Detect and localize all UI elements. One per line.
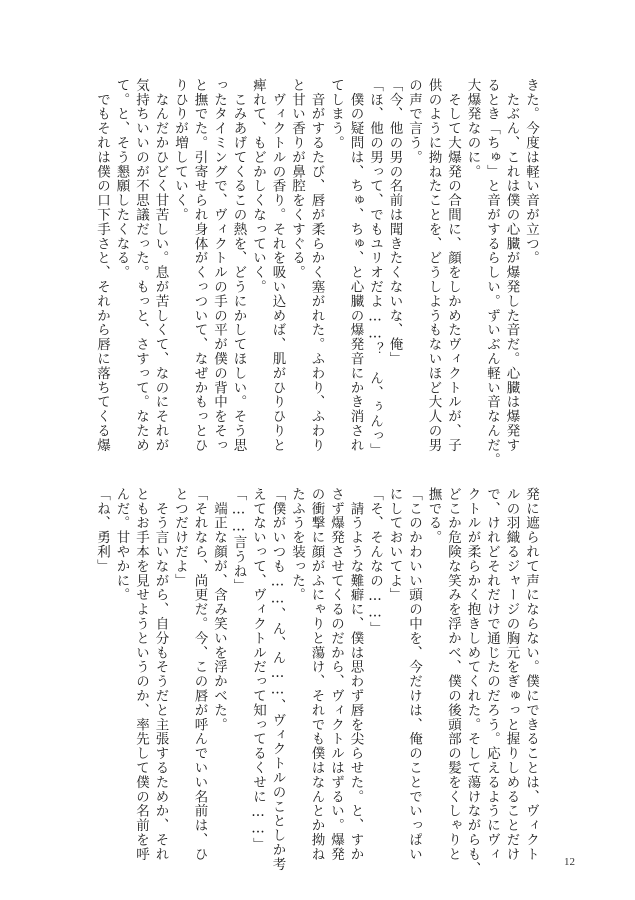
- text-line: 気持ちいいのが不思議だった。もっと、さすって。なため: [133, 78, 149, 453]
- text-line: どこか危険な笑みを浮かべ、僕の後頭部の髪をくしゃりと: [445, 487, 461, 862]
- page-number: 12: [564, 856, 575, 868]
- text-line: と撫でた。引寄せられ身体がくっついて、なぜかもっとひ: [191, 78, 208, 453]
- text-line: ルの羽織るジャージの胸元をぎゅっと握りしめることだけ: [503, 487, 520, 862]
- text-line: こみあげてくるこの熱を、どうにかしてほしい。そう思: [230, 78, 247, 453]
- text-line: とつだけだよ」: [172, 487, 188, 588]
- text-line: て。と、そう懇願したくなる。: [113, 78, 130, 280]
- text-line: 僕の疑問は、ちゅ、ちゅ、と心臓の爆発音にかき消され: [347, 78, 364, 453]
- lower-text-column: [94, 487, 539, 876]
- text-line: ヴィクトルの香り。それを吸い込めば、肌がひりひりと: [269, 78, 286, 453]
- text-line: なんだかひどく甘苦しい。息が苦しくて、なのにそれが: [152, 78, 169, 453]
- text-line: で、けれどそれだけで通じたのだろう。応えるようにヴィ: [484, 487, 500, 862]
- text-line: 「そ、そんなの……」: [367, 487, 383, 636]
- text-line: 供のように拗ねたことを、どうしようもないほど大人の男: [425, 78, 442, 453]
- text-line: えてないって、ヴィクトルだって知ってるくせに……」: [250, 487, 266, 852]
- text-line: そう言いながら、自分もそうだと主張するためか、それ: [152, 487, 169, 862]
- text-line: さず爆発させてくるのだから、ヴィクトルはずるい。爆発: [328, 487, 344, 862]
- text-line: たふうを装った。: [289, 487, 305, 603]
- text-line: そして大爆発の合間に、顔をしかめたヴィクトルが、子: [445, 78, 461, 453]
- text-line: の衝撃に顔がふにゃりと蕩け、それでも僕はなんとか拗ね: [308, 487, 325, 862]
- text-line: 「ね、勇利」: [94, 487, 110, 574]
- text-line: るとき「ちゅ」と音がするらしい。ずいぶん軽い音なんだ。: [484, 78, 500, 467]
- text-line: と甘い香りが鼻腔をくすぐる。: [289, 78, 305, 280]
- text-line: 大爆発なのに。: [464, 78, 481, 179]
- text-line: 撫でる。: [425, 487, 442, 545]
- text-line: んだ。甘やかに。: [113, 487, 130, 603]
- text-line: 音がするたび、唇が柔らかく塞がれた。ふわり、ふわり: [308, 78, 325, 453]
- text-line: りひりが増していく。: [172, 78, 188, 222]
- text-line: きた。今度は軽い音が立つ。: [523, 78, 539, 266]
- text-line: てしまう。: [328, 78, 344, 150]
- text-line: たぶん、これは僕の心臓が爆発した音だ。心臓は爆発す: [503, 78, 520, 453]
- text-line: ったタイミングで、ヴィクトルの手の平が僕の背中をそっ: [211, 78, 227, 453]
- text-line: 「ほ、他の男って、でもユリオだよ……？ ん、ぅんっ」: [367, 78, 383, 458]
- text-line: 「僕がいつも……、ん、ん……、ヴィクトルのことしか考: [269, 487, 286, 872]
- text-line: の声で言う。: [406, 78, 422, 165]
- text-line: 発に遮られて声にならない。僕にできることは、ヴィクト: [523, 487, 539, 862]
- text-line: 「このかわいい頭の中を、今だけは、俺のことでいっぱい: [406, 487, 422, 862]
- text-line: 端正な顔が、含み笑いを浮かべた。: [211, 487, 227, 732]
- text-line: 「……言うね」: [230, 487, 247, 593]
- text-line: 痺れて、もどかしくなっていく。: [250, 78, 266, 294]
- text-line: 「それなら、尚更だ。今、この唇が呼んでいい名前は、ひ: [191, 487, 208, 862]
- text-line: 「今、他の男の名前は聞きたくないな、俺」: [386, 78, 403, 366]
- text-line: ともお手本を見せようというのか、率先して僕の名前を呼: [133, 487, 149, 862]
- text-line: にしておいてよ」: [386, 487, 403, 603]
- upper-text-column: [94, 78, 539, 467]
- text-line: でもそれは僕の口下手さと、それから唇に落ちてくる爆: [94, 78, 110, 453]
- text-line: 請うような難癖に、僕は思わず唇を尖らせた。と、すか: [347, 487, 364, 862]
- text-line: クトルが柔らかく抱きしめてくれた。そして蕩けながらも、: [464, 487, 481, 876]
